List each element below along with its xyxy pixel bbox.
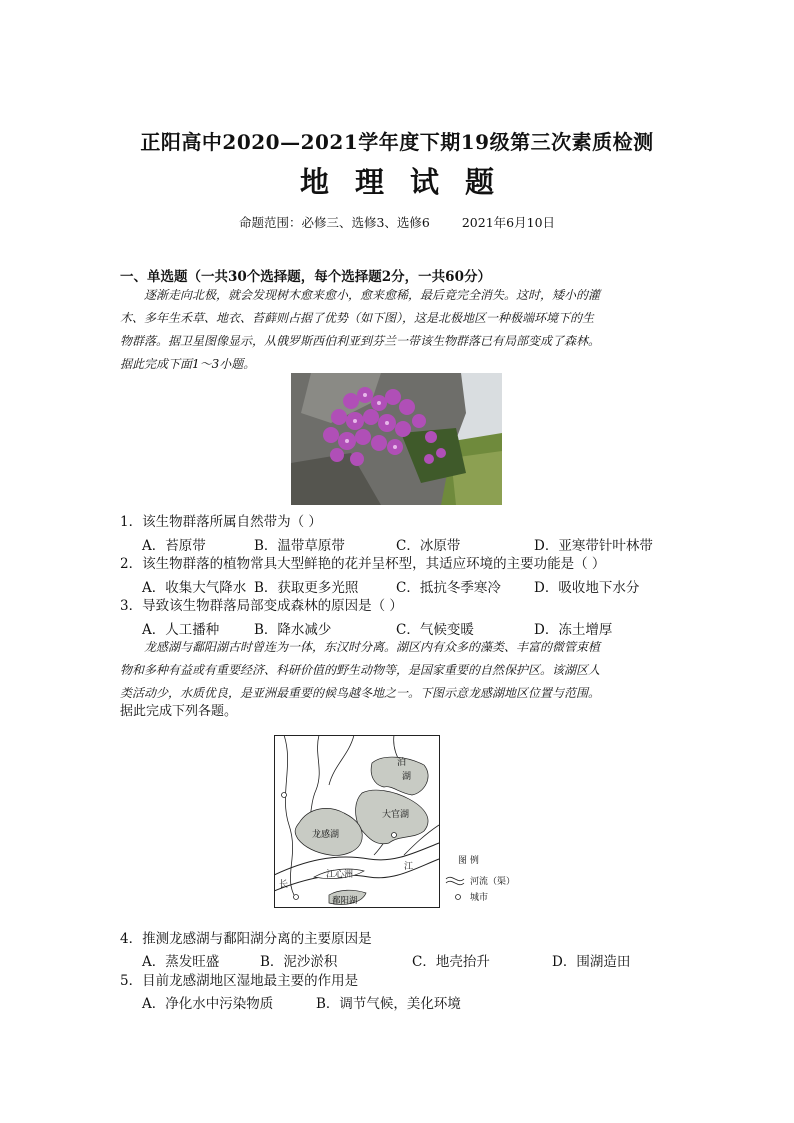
question-5-options xyxy=(142,992,682,1012)
question-5-option-b[interactable]: B．调节气候，美化环境 xyxy=(316,996,461,1012)
tundra-flower-photo xyxy=(291,373,502,505)
question-2-stem: 2．该生物群落的植物常具大型鲜艳的花并呈杯型，其适应环境的主要功能是（ ） xyxy=(120,556,606,572)
map-label-jiangxinzhou: 江心洲 xyxy=(326,870,354,880)
question-1-options xyxy=(142,534,682,554)
question-4-option-d[interactable]: D．围湖造田 xyxy=(552,954,631,970)
question-5-stem: 5．目前龙感湖地区湿地最主要的作用是 xyxy=(120,973,359,989)
exam-scope-line xyxy=(0,213,794,231)
question-3-option-b[interactable]: B．降水减少 xyxy=(254,622,332,638)
map-legend-city: 城市 xyxy=(470,893,489,903)
passage-2-line: 类活动少，水质优良，是亚洲最重要的候鸟越冬地之一。下图示意龙感湖地区位置与范围。 xyxy=(120,686,601,700)
question-2-option-c[interactable]: C．抵抗冬季寒冷 xyxy=(396,580,501,596)
section-title: 一、单选题（一共30个选择题，每个选择题2分，一共60分） xyxy=(120,269,491,285)
exam-scope: 命题范围：必修三、选修3、选修6 xyxy=(238,215,430,230)
passage-1 xyxy=(120,284,676,376)
question-3-option-a[interactable]: A．人工播种 xyxy=(142,622,220,638)
map-label-longgan: 龙感湖 xyxy=(312,830,340,840)
question-1-option-c[interactable]: C．冰原带 xyxy=(396,538,461,554)
question-1-option-d[interactable]: D．亚寒带针叶林带 xyxy=(534,538,653,554)
question-2-option-d[interactable]: D．吸收地下水分 xyxy=(534,580,640,596)
city-legend-icon xyxy=(456,895,461,900)
map-label-poyang: 鄱阳湖 xyxy=(332,896,358,906)
question-1-stem: 1．该生物群落所属自然带为（ ） xyxy=(120,514,322,530)
passage-1-line: 物群落。据卫星图像显示，从俄罗斯西伯利亚到芬兰一带该生物群落已有局部变成了森林。 xyxy=(120,334,601,348)
question-4-stem: 4．推测龙感湖与鄱阳湖分离的主要原因是 xyxy=(120,931,372,947)
passage-1-line: 逐渐走向北极，就会发现树木愈来愈小，愈来愈稀，最后竟完全消失。这时，矮小的灌 xyxy=(144,288,601,302)
question-1-option-b[interactable]: B．温带草原带 xyxy=(254,538,345,554)
passage-2 xyxy=(120,636,676,705)
question-2-option-b[interactable]: B．获取更多光照 xyxy=(254,580,359,596)
tundra-flower-photo-icon xyxy=(291,373,502,505)
question-3-option-c[interactable]: C．气候变暖 xyxy=(396,622,474,638)
question-2-option-a[interactable]: A．收集大气降水 xyxy=(142,580,247,596)
passage-2-line: 物和多种有益或有重要经济、科研价值的野生动物等，是国家重要的自然保护区。该湖区人 xyxy=(120,663,601,677)
question-4-option-a[interactable]: A．蒸发旺盛 xyxy=(142,954,220,970)
map-label-lake-top-1: 泊 xyxy=(397,758,407,768)
passage-1-line: 据此完成下面1～3小题。 xyxy=(120,357,256,371)
map-label-chang: 长 xyxy=(279,880,289,890)
question-4-option-b[interactable]: B．泥沙淤积 xyxy=(260,954,338,970)
exam-date: 2021年6月10日 xyxy=(461,215,556,230)
subject-title: 地理试题 xyxy=(299,165,520,199)
passage-1-line: 木、多年生禾草、地衣、苔藓则占据了优势（如下图），这是北极地区一种极端环境下的生 xyxy=(120,311,595,325)
question-4-options xyxy=(142,950,682,970)
passage-2-instruction: 据此完成下列各题。 xyxy=(120,704,238,719)
map-label-lake-top-2: 湖 xyxy=(402,772,412,782)
passage-2-line: 龙感湖与鄱阳湖古时曾连为一体，东汉时分离。湖区内有众多的藻类、丰富的微管束植 xyxy=(144,640,601,654)
question-3-option-d[interactable]: D．冻土增厚 xyxy=(534,622,613,638)
question-1-option-a[interactable]: A．苔原带 xyxy=(142,538,206,554)
longgan-lake-map-figure xyxy=(274,735,524,909)
map-label-jiang: 江 xyxy=(404,862,414,872)
question-4-option-c[interactable]: C．地壳抬升 xyxy=(412,954,490,970)
exam-title: 正阳高中2020—2021学年度下期19级第三次素质检测 xyxy=(140,130,654,154)
question-3-stem: 3．导致该生物群落局部变成森林的原因是（ ） xyxy=(120,598,403,614)
question-2-options xyxy=(142,576,682,596)
river-legend-icon xyxy=(446,877,464,880)
question-5-option-a[interactable]: A．净化水中污染物质 xyxy=(142,996,274,1012)
map-legend-title: 图 例 xyxy=(458,856,479,866)
question-3-options xyxy=(142,618,682,638)
longgan-lake-map xyxy=(274,735,524,909)
map-legend-river: 河流（渠） xyxy=(470,877,516,887)
map-label-dagong: 大官湖 xyxy=(382,810,410,820)
